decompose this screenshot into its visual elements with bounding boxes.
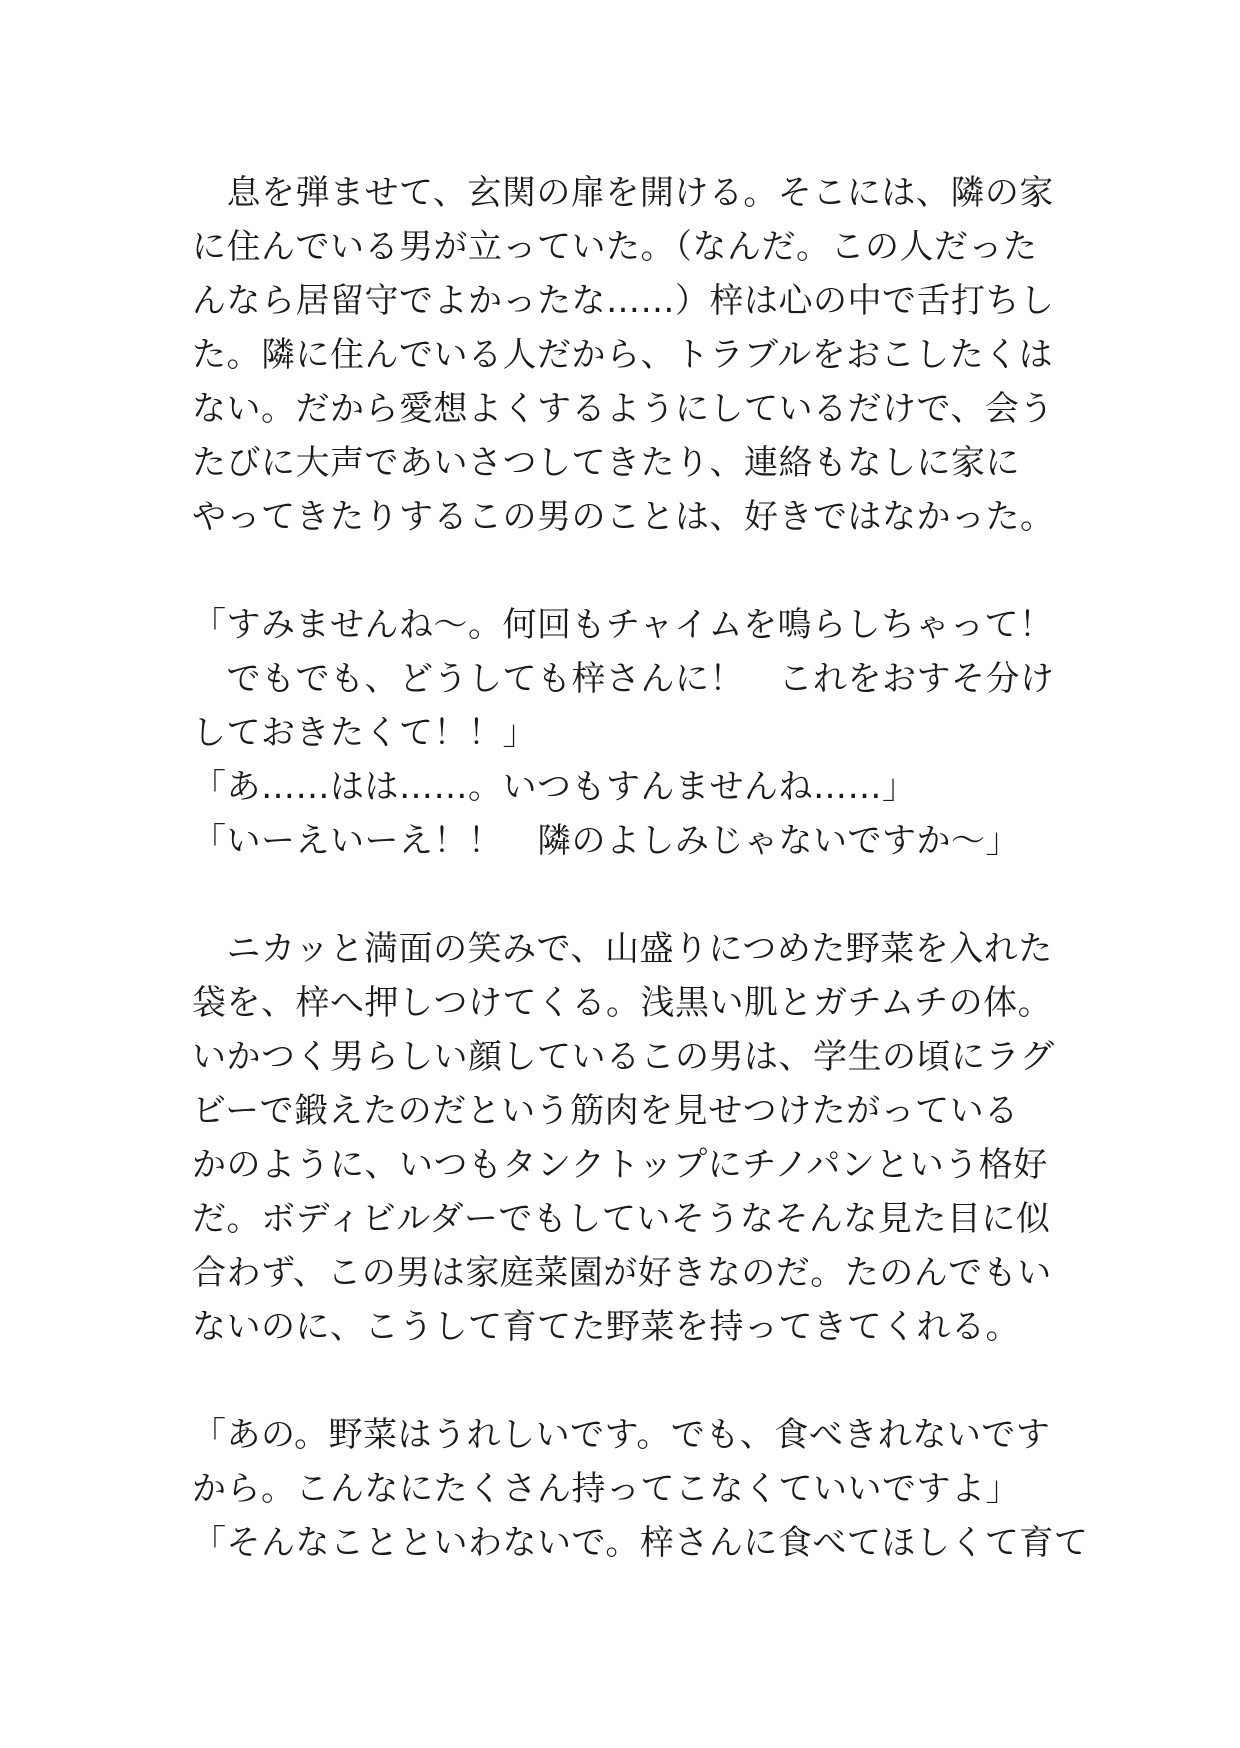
text-line: たびに大声であいさつしてきたり、連絡もなしに家に bbox=[192, 443, 1020, 483]
text-line: 「あの。野菜はうれしいです。でも、食べきれないです bbox=[192, 1415, 1051, 1455]
text-line: でもでも、どうしても梓さんに！ これをおすそ分け bbox=[192, 659, 1055, 699]
text-line: だ。ボディビルダーでもしていそうなそんな見た目に似 bbox=[192, 1199, 1051, 1239]
text-line: に住んでいる男が立っていた。（なんだ。この人だった bbox=[192, 227, 1038, 267]
text-line: ニカッと満面の笑みで、山盛りにつめた野菜を入れた bbox=[192, 929, 1053, 969]
text-line: 「すみませんね〜。何回もチャイムを鳴らしちゃって！ bbox=[192, 605, 1054, 645]
text-line: 息を弾ませて、玄関の扉を開ける。そこには、隣の家 bbox=[192, 173, 1054, 213]
text-line: しておきたくて！！」 bbox=[192, 713, 537, 753]
text-line: から。こんなにたくさん持ってこなくていいですよ」 bbox=[192, 1469, 1020, 1509]
text-line: いかつく男らしい顔しているこの男は、学生の頃にラグ bbox=[192, 1037, 1055, 1077]
text-line: かのように、いつもタンクトップにチノパンという格好 bbox=[192, 1145, 1048, 1185]
text-line: ないのに、こうして育てた野菜を持ってきてくれる。 bbox=[192, 1307, 1020, 1347]
text-line: んなら居留守でよかったな……）梓は心の中で舌打ちし bbox=[192, 281, 1055, 321]
paragraph-gap bbox=[192, 1354, 1072, 1408]
paragraph-gap bbox=[192, 544, 1072, 598]
text-line: 「あ……はは……。いつもすんませんね……」 bbox=[192, 767, 917, 807]
body-text bbox=[192, 166, 1089, 1570]
text-line: 合わず、この男は家庭菜園が好きなのだ。たのんでもい bbox=[192, 1253, 1052, 1293]
text-line: た。隣に住んでいる人だから、トラブルをおこしたくは bbox=[192, 335, 1054, 375]
text-line: ビーで鍛えたのだという筋肉を見せつけたがっている bbox=[192, 1091, 1019, 1131]
text-line: 「そんなことといわないで。梓さんに食べてほしくて育て bbox=[192, 1523, 1089, 1563]
text-line: 「いーえいーえ！！ 隣のよしみじゃないですか〜」 bbox=[192, 821, 1020, 861]
text-line: 袋を、梓へ押しつけてくる。浅黒い肌とガチムチの体。 bbox=[192, 983, 1053, 1023]
text-line: やってきたりするこの男のことは、好きではなかった。 bbox=[192, 497, 1055, 537]
paragraph-gap bbox=[192, 868, 1072, 922]
text-line: ない。だから愛想よくするようにしているだけで、会う bbox=[192, 389, 1054, 429]
